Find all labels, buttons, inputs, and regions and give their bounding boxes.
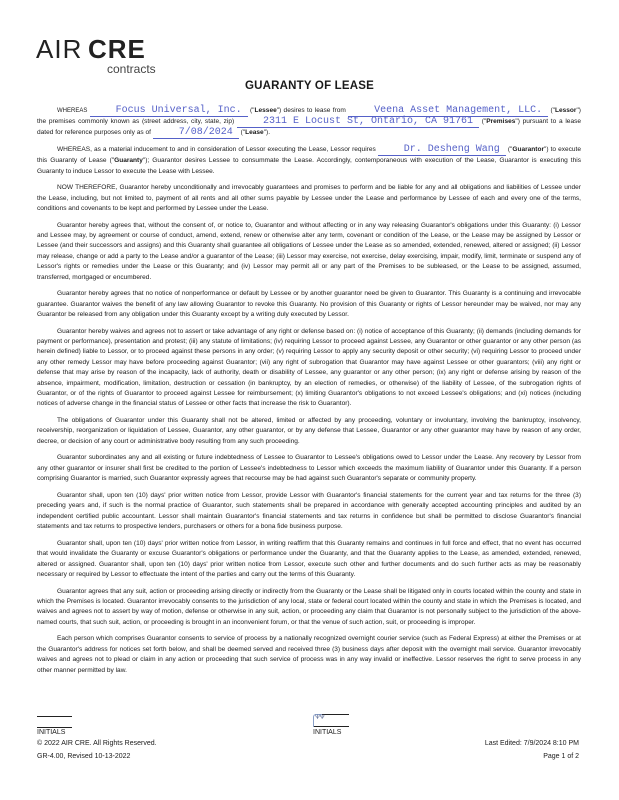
initials-label-left: INITIALS	[37, 729, 66, 736]
initials-label-right: INITIALS	[313, 729, 342, 736]
paragraph-whereas-lease: WHEREAS Focus Universal, Inc. ("Lessee") desires to lease from Veena Asset Management, LLC. ("Lessor") the premises commonly known as (street address, city, state, zip) 2311 E Locust St, Ontario, CA 91761 ("Premises") pursuant to a lease dated for reference purposes only as of 7/08/2024 ("Lease").	[37, 105, 581, 138]
paragraph-waivers: Guarantor hereby waives and agrees not to assert or take advantage of any right or defense based on: (i) notice of acceptance of this Guaranty; (ii) demands (including demands for payment or performance), presentation and protest; (iii) any statute of limitations; (iv) requiring Lessor to proceed against Lessee, any Guarantor or other guarantor or any other person (as herein defined) liable to Lessor, or to proceed against these persons in any order; (v) requiring Lessor to apply any security deposit or other security; (vi) requiring Lessor to proceed under any other remedy Lessor may have before proceeding against Guarantor; (vii) any right of subrogation that Guarantor may have against Lessee or other guarantors; (viii) any right or defense that may arise by reason of the incapacity, lack of authority, death or disability of Lessee, any guarantor or any other person; (ix) any right or defense arising by reason of the absence, impairment, modification, limitation, destruction or cessation (in bankruptcy, by an election of remedies, or otherwise) of the liability of Lessee, of the subrogation rights of Guarantor, or of the rights of Guarantor to proceed against Lessee for reimbursement; (x) limiting Guarantor's obligations to not exceed Lessee's obligations; and (xi) notices (including notices of adverse change in the financial status of Lessee or other facts that increase the risk to Guarantor).	[37, 327, 581, 408]
paragraph-notice: Guarantor hereby agrees that no notice of nonperformance or default by Lessee or by another guarantor need be given to Guarantor. This Guaranty is a continuing and irrevocable guarantee. Guarantor waives the benefit of any law allowing Guarantor to revoke this Guaranty. No provision of this Guaranty or rights of Lessor hereunder may be waived, nor may any Guarantor be released from any obligation under this Guaranty except by a writing duly executed by Lessor.	[37, 290, 581, 319]
initials-signature: ѰѰ	[315, 715, 325, 721]
lessor-field[interactable]: Veena Asset Management, LLC.	[348, 106, 548, 117]
guarantor-field[interactable]: Dr. Desheng Wang	[378, 145, 506, 156]
paragraph-jurisdiction: Guarantor agrees that any suit, action or proceeding arising directly or indirectly from the Guaranty or the Lease shall be litigated only in courts located within the county and state in which the Premises is located. Guarantor irrevocably consents to the jurisdiction of any local, state or federal court located within the county and state in which the Premises is located, and waives and agrees not to assert by way of motion, defense or otherwise in any suit, action, or proceeding any claim that Guarantor is not personally subject to the jurisdiction of the above-named courts, that such suit, action, or proceeding is brought in an inconvenient forum, or that the venue of such action, suit, or proceeding is improper.	[37, 587, 581, 626]
paragraph-consent: Guarantor hereby agrees that, without the consent of, or notice to, Guarantor and without affecting or in any way releasing Guarantor's obligations under this Guaranty: (i) Lessor and Lessee may, by agreement or course of conduct, amend, extend, renew or otherwise alter any term, covenant or condition of the Lease, or the Lease may be assigned by Lessor or Lessee (and their successors and assigns) and this Guaranty shall guarantee all obligations of Lessee under the Lease as so amended, extended, renewed, altered or assigned; (ii) Lessor may release, change or add a party to the Lease and/or a guarantor of the Lease; (iii) Lessor may exercise, not exercise, delay exercising, impair, modify, limit, terminate or suspend any of Lessor's rights or remedies under the Lease or this Guaranty; and (iv) Lessor may permit all or any part of the Premises to be subleased, or the Lease to be assigned, assumed, transferred, mortgaged or encumbered.	[37, 221, 581, 281]
copyright: © 2022 AIR CRE. All Rights Reserved.	[37, 740, 157, 747]
initials-line-right-top	[322, 714, 349, 715]
paragraph-service-of-process: Each person which comprises Guarantor consents to service of process by a nationally recognized overnight courier service (such as Federal Express) at either the Premises or at the Guarantor's address for notices set forth below, and shall be deemed served and received three (3) business days after deposit with the overnight mail service. Guarantor irrevocably waives and agrees not to plead or claim in any action or proceeding that such service of process was in any way invalid or ineffective. Lessor reserves the right to serve process in any other manner permitted by law.	[37, 635, 581, 674]
premises-field[interactable]: 2311 E Locust St, Ontario, CA 91761	[237, 117, 479, 128]
aircre-logo	[36, 34, 156, 80]
logo-cre: CRE	[88, 34, 146, 64]
logo-air: AIR	[36, 34, 83, 64]
lessee-field[interactable]: Focus Universal, Inc.	[90, 106, 248, 117]
initials-line-left[interactable]	[37, 727, 72, 728]
document-title: GUARANTY OF LEASE	[244, 80, 375, 92]
paragraph-subordination: Guarantor subordinates any and all existing or future indebtedness of Lessee to Guarantor to Lessee's obligations owed to Lessor under the Lease. Any recovery by Lessor from any other guarantor or insurer shall first be credited to the portion of Lessee's indebtedness to Lessor which exceeds the maximum liability of Guarantor under this Guaranty. If a person comprising Guarantor is married, such Guarantor expressly agrees that recourse may be had against such Guarantor's separate or community property.	[37, 454, 581, 483]
paragraph-financial-statements: Guarantor shall, upon ten (10) days' prior written notice from Lessor, provide Lessor with Guarantor's financial statements for the current year and tax returns for the three (3) preceding years and, if such is the normal practice of Guarantor, such statements shall be prepared in accordance with generally accepted accounting principles and audited by an independent certified public accountant. Lessor shall maintain Guarantor's financial statements and tax returns in confidence but shall be permitted to disclose Guarantor's financial statements and tax returns to prospective lenders, purchasers or others for a bona fide business purpose.	[37, 491, 581, 531]
initials-field-right[interactable]	[313, 714, 349, 727]
paragraph-obligations: The obligations of Guarantor under this Guaranty shall not be altered, limited or affected by any proceeding, voluntary or involuntary, involving the bankruptcy, insolvency, receivership, reorganization or liquidation of Lessee, Guarantor, any other guarantor, or by any defense that Lessee, Guarantor or any other guarantor may have by reason of any order, decree, or decision of any court or administrative body resulting from any such proceeding.	[37, 417, 581, 445]
logo-contracts: contracts	[107, 62, 156, 76]
page-number: Page 1 of 2	[543, 753, 579, 760]
form-revision: GR-4.00, Revised 10-13-2022	[37, 753, 131, 760]
paragraph-now-therefore: NOW THEREFORE, Guarantor hereby unconditionally and irrevocably guarantees and promises to perform and be liable for any and all obligations and liabilities of Lessee under the Lease, including, but not limited to, payment of all rents and all other sums payable by Lessee under the Lease and performance by Lessee of each and every one of the terms, conditions and covenants to be kept and performed by Lessee under the Lease.	[37, 184, 581, 212]
lease-date-field[interactable]: 7/08/2024	[153, 128, 239, 139]
paragraph-reaffirm: Guarantor shall, upon ten (10) days' prior written notice from Lessor, in writing reaffirm that this Guaranty remains and continues in full force and effect, that no event has occurred that would invalidate the Guaranty or excuse Guarantor's obligations or performance under the Guaranty, and that the Guaranty applies to the Lease, as amended, extended, renewed, altered or assigned. Guarantor shall, upon ten (10) days' prior written notice from Lessor, execute such other and further documents and do such further acts as may be reasonably necessary or required by Lessor to effectuate the intent of the parties and carry out the terms of this Guaranty.	[37, 539, 581, 578]
last-edited: Last Edited: 7/9/2024 8:10 PM	[484, 740, 579, 747]
paragraph-whereas-guarantor: WHEREAS, as a material inducement to and in consideration of Lessor executing the Lease, Lessor requires Dr. Desheng Wang ("Guarantor") to execute this Guaranty of Lease ("Guaranty"); Guarantor desires Lessee to consummate the Lease. Accordingly, contemporaneous with execution of the Lease, Guarantor is executing this Guaranty to induce Lessor to execute the Lease with Lessee.	[37, 144, 581, 175]
initials-line-left-top	[37, 716, 72, 717]
document-body	[37, 106, 581, 682]
